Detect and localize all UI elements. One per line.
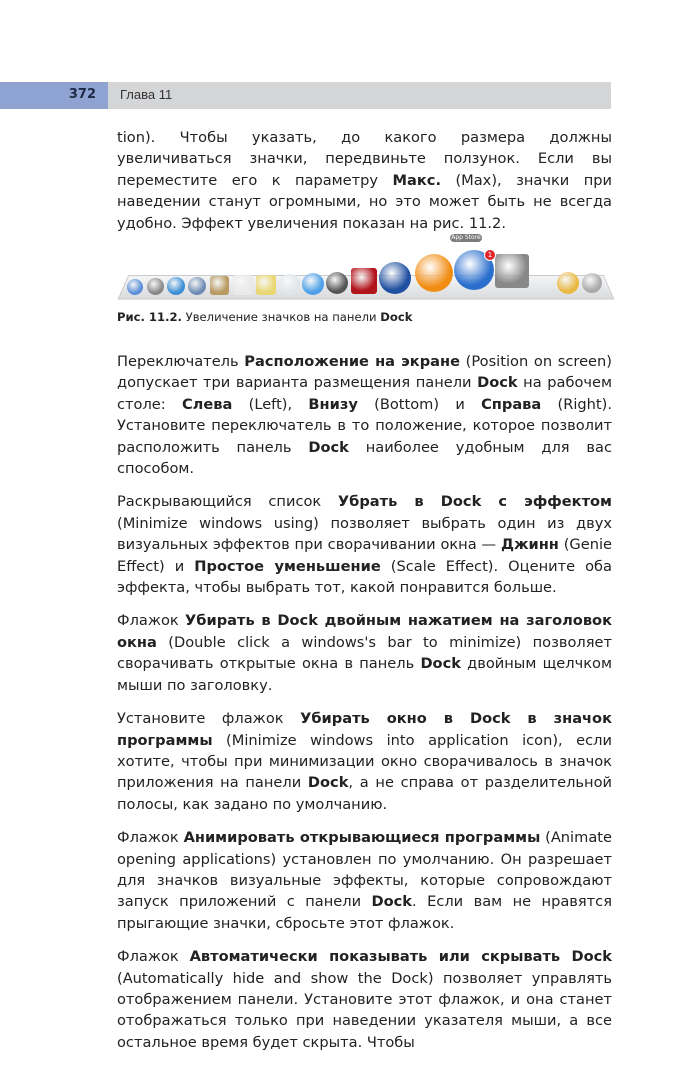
bold-term: Dock (477, 374, 518, 392)
text-run: (Minimize windows using) позволяет выбрать один из двух визуальных эффектов при сворачивании окна — (117, 514, 612, 554)
bold-term: Убирать в Dock двойным нажатием на заголовок окна (117, 612, 612, 651)
bold-term: Внизу (308, 395, 358, 413)
figure-caption (117, 310, 412, 324)
bold-term: Убрать в Dock с эффектом (337, 493, 612, 511)
system-preferences-icon (495, 254, 529, 288)
bold-term: Автоматически показывать или скрывать Dock (189, 948, 612, 966)
text-run: tion). Чтобы указать, до какого размера должны увеличиваться значки, передвиньте ползунок. Если вы переместите его к параметру (117, 129, 612, 189)
caption-text: Увеличение значков на панели (181, 310, 381, 324)
text-run: (Right). Установите переключатель в то положение, которое позволит расположить панель (117, 395, 612, 456)
text-run: (Genie Effect) и (117, 536, 613, 575)
contacts-icon (210, 276, 229, 295)
text-run: , а не справа от разделительной полосы, как задано по умолчанию. (117, 774, 612, 813)
text-run: Установите флажок (117, 710, 301, 728)
caption-bold: Dock (380, 310, 413, 324)
text-run: наиболее удобным для вас способом. (117, 438, 612, 478)
paragraph (117, 127, 612, 234)
text-run: Флажок (117, 829, 184, 847)
paragraph (117, 491, 612, 598)
paragraph (117, 827, 612, 934)
text-run: Флажок (117, 612, 186, 630)
caption-label: Рис. 11.2. (117, 310, 182, 324)
downloads-icon (557, 272, 579, 294)
facetime-icon (326, 272, 348, 294)
bold-term: Dock (308, 438, 349, 456)
messages-icon (302, 273, 324, 295)
bold-term: Слева (181, 395, 233, 413)
launchpad-icon (147, 278, 164, 295)
paragraph (117, 708, 612, 815)
text-run: на рабочем столе: (117, 374, 612, 413)
app-store-tooltip: App Store (451, 234, 481, 241)
photobooth-icon (351, 268, 377, 294)
paragraph (117, 351, 612, 479)
text-run: (Scale Effect). Оцените оба эффекта, чтобы выбрать тот, какой понравится больше. (117, 557, 612, 597)
bold-term: Джинн (500, 536, 559, 554)
page-number: 372 (68, 87, 96, 102)
itunes-icon (379, 262, 411, 294)
text-run: (Animate opening applications) установлен по умолчанию. Он разрешает для значков визуальные эффекты, которые сопровождают запуск приложений с панели (117, 829, 612, 911)
bold-term: Анимировать открывающиеся программы (183, 829, 541, 847)
paragraph (117, 946, 612, 1053)
finder-icon (127, 279, 143, 295)
reminders-icon (279, 274, 300, 295)
notification-badge: 1 (484, 249, 496, 261)
text-run: (Position on screen) допускает три варианта размещения панели (117, 353, 612, 392)
text-run: Флажок (117, 948, 190, 966)
bold-term: Расположение на экране (244, 353, 460, 370)
body-text (117, 351, 612, 1065)
bold-term: Убирать окно в Dock в значок программы (117, 710, 612, 749)
text-run: (Minimize windows into application icon), если хотите, чтобы при минимизации окно сворачивалось в значок приложения на панели (117, 731, 612, 792)
top-paragraph-block (117, 127, 612, 246)
text-run: (Bottom) и (357, 395, 482, 413)
page-number-block (0, 82, 108, 109)
text-run: Раскрывающийся список (117, 493, 338, 511)
text-run: Переключатель (117, 353, 245, 370)
bold-term: Dock (371, 893, 413, 911)
trash-icon (582, 273, 602, 293)
calendar-icon (233, 275, 253, 295)
ibooks-icon (415, 254, 453, 292)
dock-figure (117, 232, 612, 302)
bold-term: Справа (481, 395, 542, 413)
paragraph (117, 610, 612, 696)
text-run: (Automatically hide and show the Dock) позволяет управлять отображением панели. Установите этот флажок, и она станет отображаться только при наведении указателя мыши, а все остальное время будет скрыта. Чтобы (117, 969, 612, 1051)
safari-icon (167, 277, 185, 295)
bold-term: Dock (420, 655, 461, 673)
bold-term: Простое уменьшение (194, 557, 381, 575)
text-run: (Max), значки при наведении станут огромными, но это может быть не всегда удобно. Эффект увеличения показан на рис. 11.2. (117, 171, 613, 232)
running-header (108, 82, 611, 109)
chapter-title: Глава 11 (120, 87, 173, 102)
bold-term: Макс. (392, 171, 441, 189)
notes-icon (256, 275, 276, 295)
text-run: (Double click a windows's bar to minimize) позволяет сворачивать открытые окна в панель (117, 633, 612, 673)
text-run: . Если вам не нравятся прыгающие значки, сбросьте этот флажок. (117, 893, 612, 932)
mail-icon (188, 277, 206, 295)
text-run: (Left), (232, 395, 309, 413)
bold-term: Dock (307, 774, 349, 792)
text-run: двойным щелчком мыши по заголовку. (117, 655, 612, 694)
